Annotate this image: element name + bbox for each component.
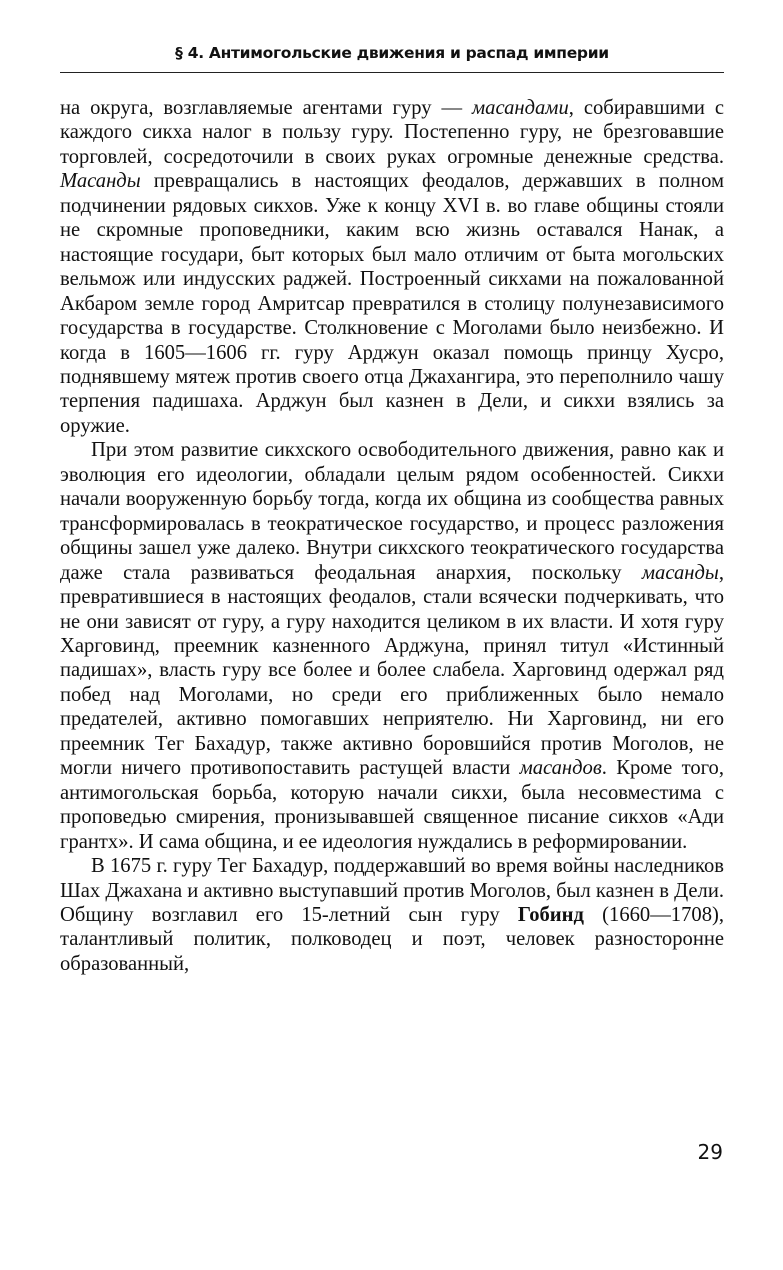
header-rule — [60, 72, 724, 73]
body-text — [60, 96, 724, 976]
text-run: , превратившиеся в настоящих феодалов, стали всячески подчеркивать, что не они зависят от гуру, а гуру находится целиком в их власти. И хотя гуру Харговинд, преемник казненного Арджуна, принял титул «Истинный падишах», власть гуру все более и более слабела. Харговинд одержал ряд побед над Моголами, но среди его приближенных было немало предателей, активно помогавших неприятелю. Ни Харговинд, ни его преемник Тег Бахадур, также активно боровшийся против Моголов, не могли ничего противопоставить растущей власти — [60, 561, 724, 780]
italic-term: масандами — [472, 97, 569, 119]
italic-term: масанды — [641, 561, 719, 584]
text-run: превращались в настоящих феодалов, державших в полном подчинении рядовых сикхов. Уже к концу XVI в. во главе общины стояли не скромные проповедники, каким всю жизнь оставался Нанак, а настоящие государи, быт которых был мало отличим от быта могольских вельмож или индусских раджей. Построенный сикхами на пожалованной Акбаром земле город Амритсар превратился в столицу полунезависимого государства в государстве. Столкновение с Моголами было неизбежно. И когда в 1605—1606 гг. гуру Арджун оказал помощь принцу Хусро, поднявшему мятеж против своего отца Джахангира, это переполнило чашу терпения падишаха. Арджун был казнен в Дели, и сикхи взялись за оружие. — [60, 170, 724, 437]
text-run: . Кроме того, антимогольская борьба, которую начали сикхи, была несовместима с проповедью смирения, пронизывавшей священное писание сикхов «Ади грантх». И сама община, и ее идеология нуждались в реформировании. — [60, 757, 724, 853]
text-run: В 1675 г. гуру Тег Бахадур, поддержавший во время войны наследников Шах Джахана и активно выступавший против Моголов, был казнен в Дели. Общину возглавил его 15-летний сын гуру — [60, 855, 724, 926]
italic-term: Масанды — [60, 170, 141, 193]
running-header: § 4. Антимогольские движения и распад империи — [175, 44, 609, 62]
italic-term: масандов — [519, 757, 602, 780]
text-run: При этом развитие сикхского освободительного движения, равно как и эволюция его идеологии, обладали целым рядом особенностей. Сикхи начали вооруженную борьбу тогда, когда их община из сообщества равных трансформировалась в теократическое государство, и процесс разложения общины зашел уже далеко. Внутри сикхского теократического государства даже стала развиваться феодальная анархия, поскольку — [60, 439, 724, 584]
bold-name: Гобинд — [517, 903, 584, 926]
text-run: , собиравшими с каждого сикха налог в пользу гуру. Постепенно гуру, не брезговавшие торговлей, сосредоточили в своих руках огромные денежные средства. — [60, 97, 724, 168]
paragraph-3 — [60, 854, 724, 976]
page-number: 29 — [697, 1140, 723, 1164]
text-run: (1660—1708), талантливый политик, полководец и поэт, человек разносторонне образованный, — [60, 903, 724, 975]
text-run: на округа, возглавляемые агентами гуру — — [60, 97, 473, 119]
paragraph-1 — [60, 96, 724, 438]
paragraph-2 — [60, 438, 724, 854]
